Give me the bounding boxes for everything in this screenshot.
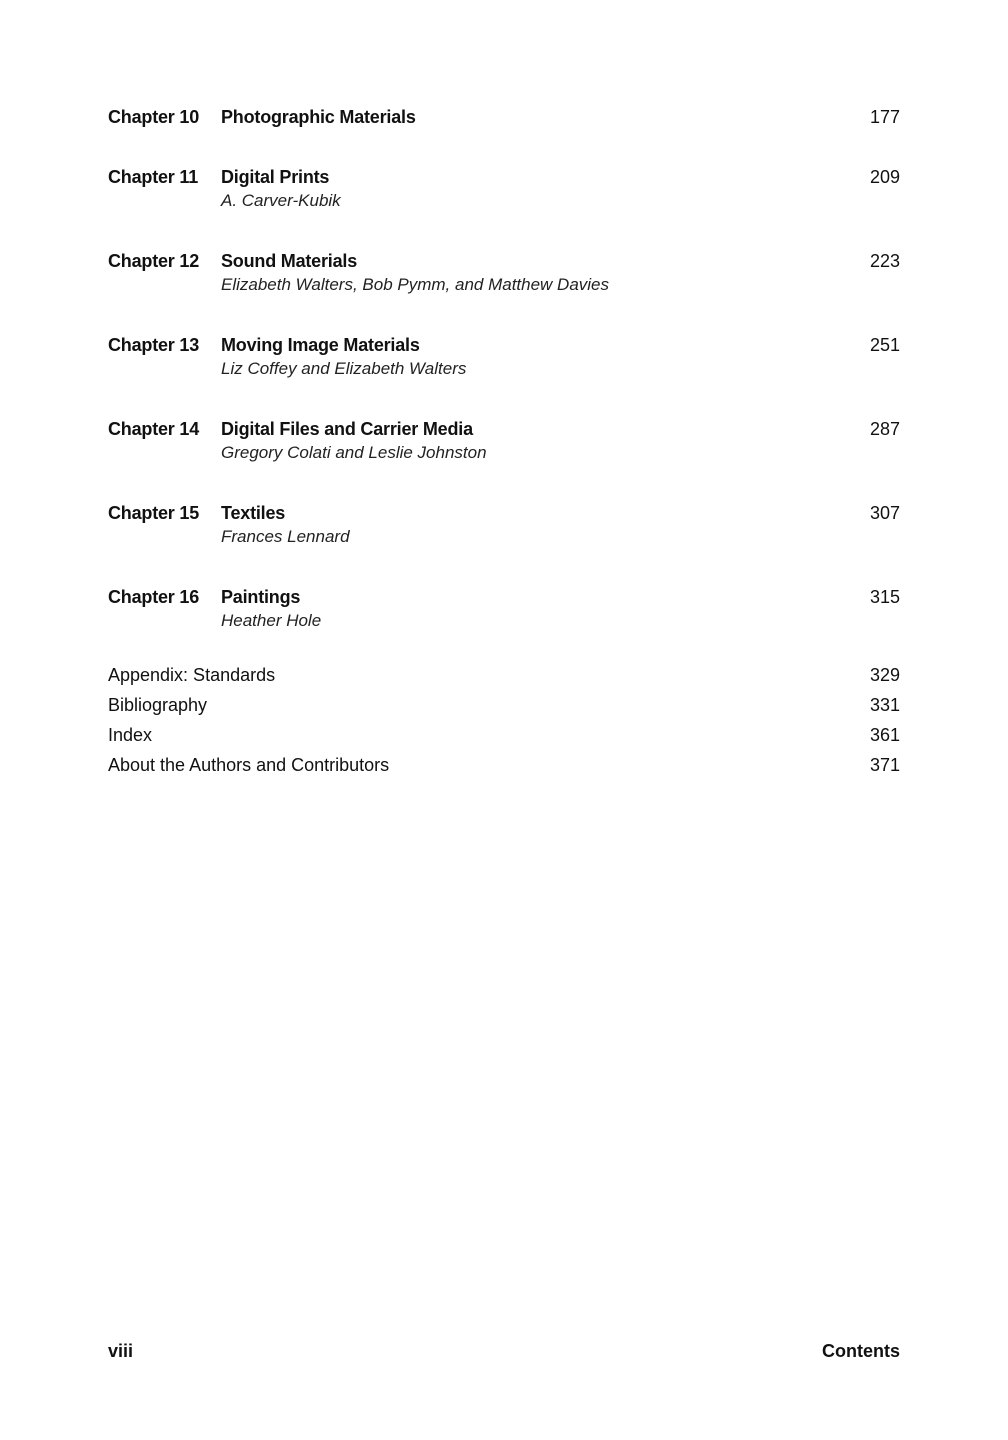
chapter-title: Digital Files and Carrier Media xyxy=(221,419,473,439)
chapter-title: Digital Prints xyxy=(221,167,330,187)
chapter-number: Chapter 11 xyxy=(108,167,199,187)
backmatter-page-number: 361 xyxy=(869,725,900,745)
backmatter-title: About the Authors and Contributors xyxy=(108,755,390,775)
chapter-number: Chapter 12 xyxy=(108,251,200,271)
backmatter-page-number: 331 xyxy=(869,695,900,715)
toc-chapter-entry xyxy=(108,249,900,309)
chapter-page-number: 315 xyxy=(869,587,900,607)
backmatter-title: Appendix: Standards xyxy=(108,665,276,685)
chapter-title: Photographic Materials xyxy=(221,107,416,127)
chapter-number: Chapter 16 xyxy=(108,587,200,607)
page-folio: viii xyxy=(108,1341,134,1361)
toc-backmatter-entry xyxy=(108,692,900,722)
toc-backmatter-list xyxy=(108,662,900,782)
backmatter-title: Bibliography xyxy=(108,695,208,715)
chapter-title: Textiles xyxy=(221,503,286,523)
backmatter-title: Index xyxy=(108,725,153,745)
toc-backmatter-entry xyxy=(108,662,900,692)
chapter-page-number: 287 xyxy=(869,419,900,439)
chapter-author: Frances Lennard xyxy=(221,527,350,546)
toc-chapter-entry xyxy=(108,585,900,645)
toc-backmatter-entry xyxy=(108,722,900,752)
chapter-page-number: 223 xyxy=(869,251,900,271)
page-footer xyxy=(108,1338,900,1364)
chapter-title: Sound Materials xyxy=(221,251,358,271)
running-head: Contents xyxy=(822,1341,900,1361)
toc-chapter-entry xyxy=(108,165,900,225)
toc-backmatter-entry xyxy=(108,752,900,782)
chapter-number: Chapter 14 xyxy=(108,419,200,439)
chapter-page-number: 307 xyxy=(869,503,900,523)
chapter-author: Heather Hole xyxy=(221,611,322,630)
toc-chapter-entry xyxy=(108,105,900,165)
toc-chapter-entry xyxy=(108,501,900,561)
chapter-number: Chapter 10 xyxy=(108,107,200,127)
backmatter-page-number: 329 xyxy=(869,665,900,685)
toc-chapter-entry xyxy=(108,333,900,393)
chapter-number: Chapter 15 xyxy=(108,503,200,523)
chapter-title: Moving Image Materials xyxy=(221,335,420,355)
chapter-page-number: 209 xyxy=(869,167,900,187)
backmatter-page-number: 371 xyxy=(869,755,900,775)
chapter-page-number: 251 xyxy=(869,335,900,355)
chapter-page-number: 177 xyxy=(869,107,900,127)
chapter-author: Elizabeth Walters, Bob Pymm, and Matthew Davies xyxy=(221,275,610,294)
chapter-number: Chapter 13 xyxy=(108,335,200,355)
chapter-author: Liz Coffey and Elizabeth Walters xyxy=(221,359,467,378)
chapter-author: Gregory Colati and Leslie Johnston xyxy=(221,443,487,462)
chapter-author: A. Carver-Kubik xyxy=(221,191,341,210)
chapter-title: Paintings xyxy=(221,587,301,607)
toc-chapter-entry xyxy=(108,417,900,477)
